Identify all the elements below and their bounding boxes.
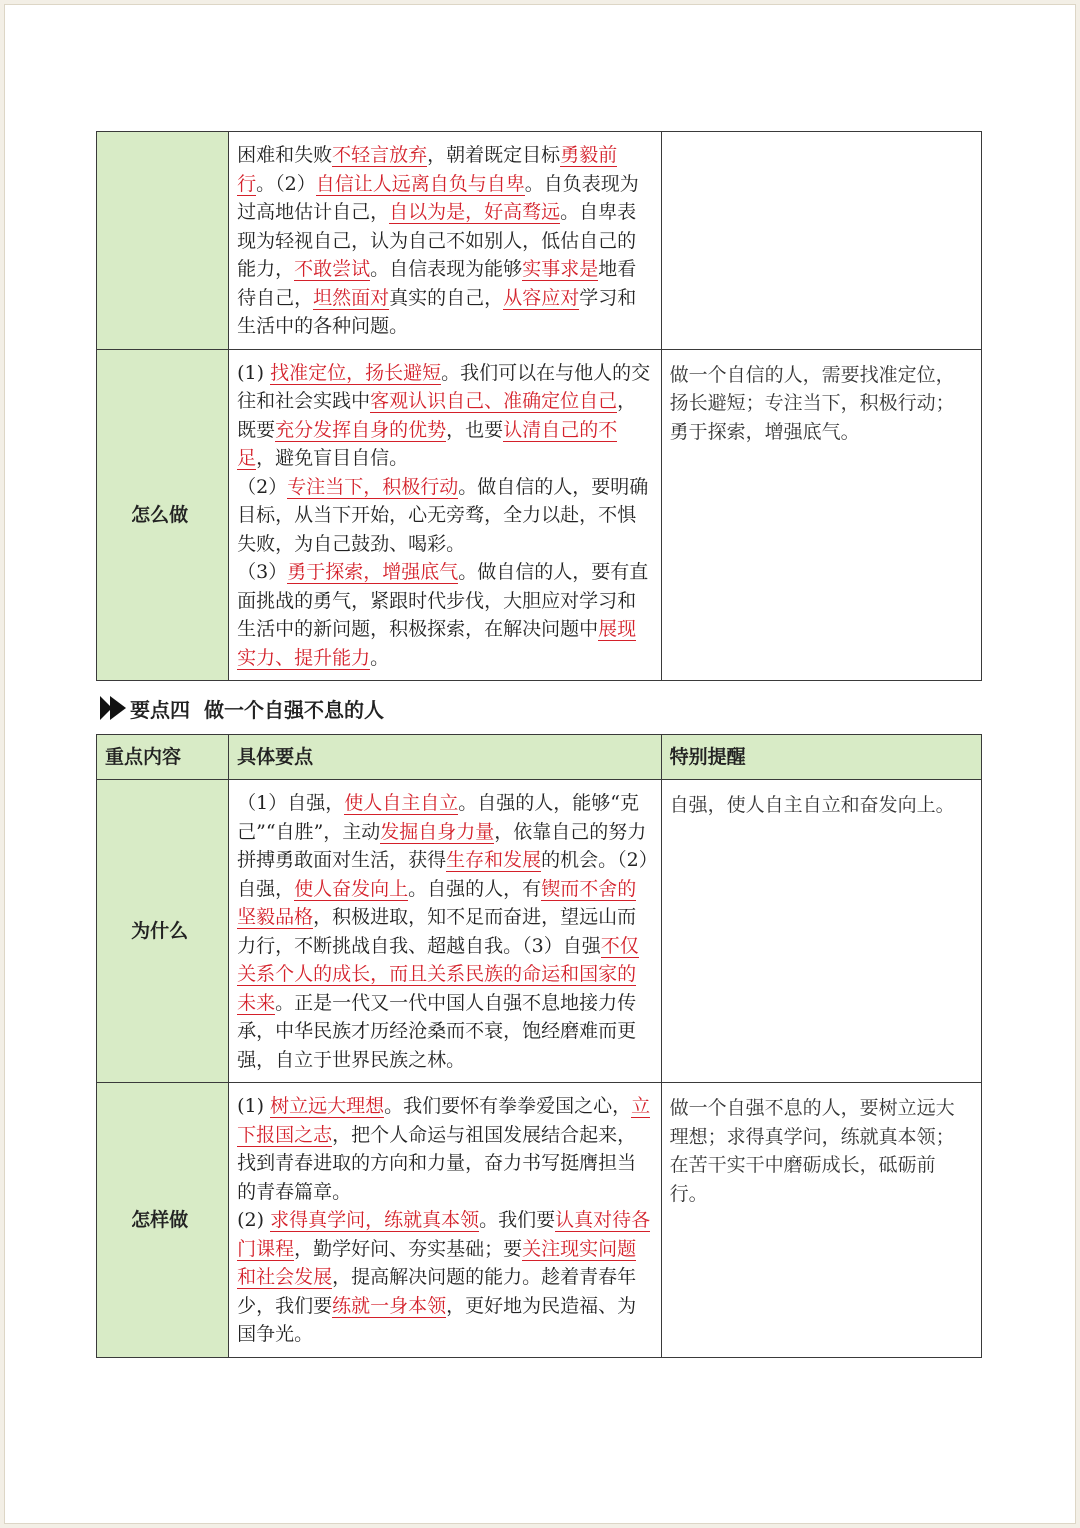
- row-label-text: 为什么: [131, 919, 189, 942]
- highlight-text: 自以为是，好高骛远: [389, 201, 561, 223]
- body-text: ，更好地为民造福、为国争光。: [237, 1294, 637, 1345]
- body-text: ，提高解决问题的能力。趁着青春年少，我们要: [237, 1266, 637, 1317]
- highlight-text: 锲而不舍的坚毅品格: [237, 877, 637, 928]
- body-text: 。我们可以在与他人的交往和社会实践中: [237, 361, 651, 412]
- section-title: 做一个自强不息的人: [204, 697, 384, 722]
- header-special-reminder: 特别提醒: [661, 735, 981, 780]
- key-points-cell: [229, 780, 661, 1083]
- body-text: (1): [237, 1095, 271, 1117]
- highlight-text: 认清自己的不足: [237, 418, 618, 469]
- table-row: [97, 780, 982, 1083]
- body-text: ，也要: [446, 418, 504, 441]
- table-row: [97, 132, 982, 350]
- reminder-cell: 自强，使人自主自立和奋发向上。: [661, 780, 981, 1083]
- table-row: [97, 1083, 982, 1358]
- row-label-why: [97, 780, 229, 1083]
- body-text: 。做自信的人，要明确目标，从当下开始，心无旁骛，全力以赴，不惧失败，为自己鼓劲、喝彩。: [237, 475, 649, 555]
- body-text: 。（2）: [256, 172, 316, 195]
- body-text: 学习和生活中的各种问题。: [237, 286, 637, 337]
- body-text: 。自信表现为能够: [370, 258, 523, 280]
- body-text: 的机会。（2）自强，: [237, 849, 649, 900]
- header-specific-points: 具体要点: [229, 735, 661, 780]
- table-self-confidence: [96, 131, 982, 681]
- header-key-content: 重点内容: [97, 735, 229, 780]
- key-points-cell: [229, 349, 661, 681]
- body-text: 地看待自己，: [237, 258, 637, 309]
- highlight-text: 不轻言放弃: [332, 144, 428, 166]
- key-points-cell: [229, 1083, 661, 1358]
- highlight-text: 立下报国之志: [237, 1095, 651, 1146]
- body-text: 。自强的人，有: [408, 877, 542, 900]
- body-text: 困难和失败: [237, 144, 333, 166]
- highlight-text: 充分发挥自身的优势: [275, 418, 447, 441]
- table-header-row: [97, 735, 982, 780]
- body-text: 真实的自己，: [389, 286, 504, 309]
- body-text: ，既要: [237, 390, 637, 441]
- body-text: 。我们要怀有拳拳爱国之心，: [384, 1095, 632, 1117]
- body-text: 。我们要: [479, 1209, 556, 1231]
- body-text: (2): [237, 1209, 271, 1231]
- highlight-text: 树立远大理想: [270, 1095, 385, 1117]
- body-text: （3）: [237, 561, 288, 583]
- reminder-cell: 做一个自强不息的人，要树立远大理想；求得真学问，练就真本领；在苦干实干中磨砺成长，砥砺前行。: [661, 1083, 981, 1358]
- section-number: 要点四: [130, 697, 190, 722]
- highlight-text: 不仅关系个人的成长，而且关系民族的命运和国家的未来: [237, 934, 639, 1014]
- table-row: [97, 349, 982, 681]
- body-text: （1）自强，: [237, 792, 345, 814]
- row-label: [97, 132, 229, 350]
- body-text: ，朝着既定目标: [427, 144, 561, 166]
- highlight-text: 客观认识自己、准确定位自己: [370, 390, 618, 412]
- row-label-text: 怎样做: [131, 1208, 189, 1231]
- highlight-text: 认真对待各门课程: [237, 1209, 651, 1260]
- highlight-text: 发掘自身力量: [380, 820, 495, 843]
- highlight-text: 使人奋发向上: [294, 877, 409, 900]
- highlight-text: 使人自主自立: [344, 792, 459, 814]
- highlight-text: 不敢尝试: [294, 258, 371, 280]
- row-label-how-to: [97, 349, 229, 681]
- body-text: ，勤学好问、夯实基础；要: [294, 1237, 523, 1260]
- body-text: 。自卑表现为轻视自己，认为自己不如别人，低估自己的能力，: [237, 201, 637, 280]
- body-text: ，依靠自己的努力拼搏勇敢面对生活，获得: [237, 820, 647, 871]
- body-text: (1): [237, 361, 271, 384]
- section-heading: [98, 690, 384, 726]
- body-text: （2）: [237, 475, 288, 498]
- highlight-text: 生存和发展: [446, 849, 542, 871]
- highlight-text: 实事求是: [522, 258, 599, 280]
- body-text: 。自负表现为过高地估计自己，: [237, 172, 639, 223]
- body-text: 。做自信的人，要有直面挑战的勇气，紧跟时代步伐，大胆应对学习和生活中的新问题，积极探索，在解决问题中: [237, 561, 649, 640]
- body-text: ，积极进取，知不足而奋进，望远山而力行，不断挑战自我、超越自我。（3）自强: [237, 906, 637, 957]
- body-text: 。自强的人，能够“克己”“自胜”，主动: [237, 792, 639, 843]
- body-text: ，把个人命运与祖国发展结合起来，找到青春进取的方向和力量，奋力书写挺膺担当的青春篇章。: [237, 1123, 637, 1203]
- highlight-text: 展现实力、提升能力: [237, 618, 637, 669]
- highlight-text: 专注当下，积极行动: [287, 475, 459, 498]
- highlight-text: 求得真学问，练就真本领: [270, 1209, 480, 1231]
- highlight-text: 找准定位，扬长避短: [270, 361, 442, 384]
- highlight-text: 从容应对: [503, 286, 580, 309]
- table-self-improvement: [96, 734, 982, 1358]
- reminder-cell: 做一个自信的人，需要找准定位，扬长避短；专注当下，积极行动；勇于探索，增强底气。: [661, 349, 981, 681]
- body-text: 。正是一代又一代中国人自强不息地接力传承，中华民族才历经沧桑而不衰，饱经磨难而更强，自立于世界民族之林。: [237, 991, 637, 1071]
- highlight-text: 关注现实问题和社会发展: [237, 1237, 637, 1288]
- highlight-text: 自信让人远离自负与自卑: [315, 172, 525, 195]
- body-text: ，避免盲目自信。: [256, 447, 409, 469]
- highlight-text: 勇于探索，增强底气: [287, 561, 459, 583]
- highlight-text: 勇毅前行: [237, 144, 618, 195]
- key-points-cell: [229, 132, 661, 350]
- double-play-arrow-icon: [98, 693, 128, 723]
- highlight-text: 坦然面对: [313, 286, 390, 309]
- row-label-how: [97, 1083, 229, 1358]
- highlight-text: 练就一身本领: [332, 1294, 447, 1317]
- body-text: 。: [370, 646, 390, 669]
- reminder-cell: [661, 132, 981, 350]
- row-label-text: 怎么做: [131, 503, 189, 526]
